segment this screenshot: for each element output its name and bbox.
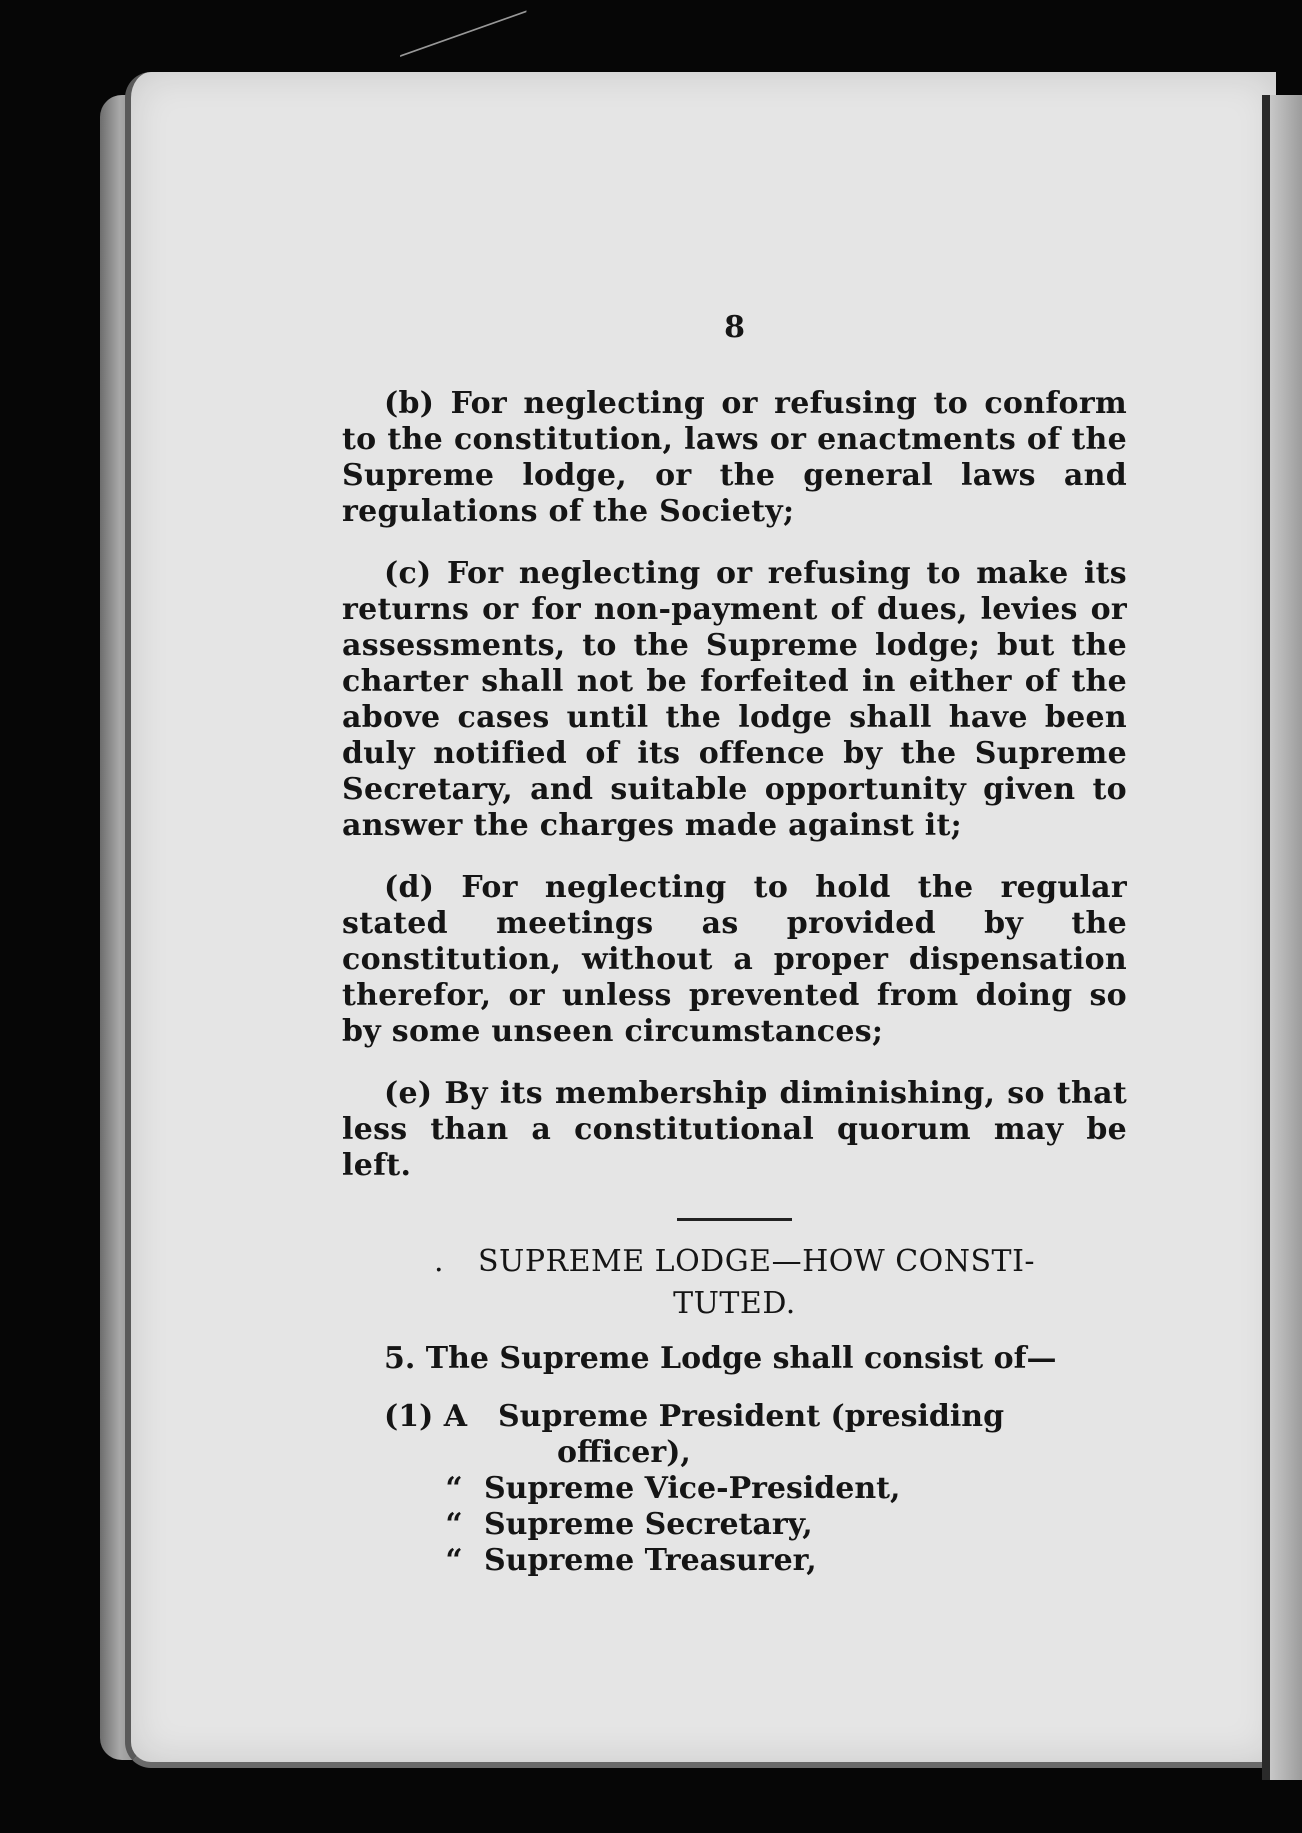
- ditto-mark: “: [445, 1471, 463, 1506]
- officer-item-president: [342, 1399, 1127, 1435]
- page-content: [342, 310, 1127, 1579]
- section-heading-line2: TUTED.: [673, 1286, 796, 1321]
- section-heading-line1: . SUPREME LODGE—HOW CONSTI-: [433, 1244, 1036, 1279]
- officer-title: Supreme President (presiding: [498, 1399, 1005, 1434]
- officer-title: Supreme Secretary,: [484, 1507, 813, 1542]
- officer-title: Supreme Vice-President,: [484, 1471, 901, 1506]
- page-edge: [1262, 95, 1270, 1780]
- officer-item-treasurer: [342, 1543, 1127, 1579]
- ditto-mark: “: [445, 1507, 463, 1542]
- clause-c: (c) For neglecting or refusing to make its returns or for non-payment of dues, levies or assessments, to the Supreme lodge; but the charter shall not be forfeited in either of the above cases until the lodge shall have been duly notified of its offence by the Supreme Secretary, and suitable opportunity given to answer the charges made against it;: [342, 556, 1127, 843]
- section-heading: [342, 1241, 1127, 1325]
- page-number: 8: [724, 310, 745, 345]
- officer-item-secretary: [342, 1507, 1127, 1543]
- film-scratch: [400, 0, 533, 57]
- ditto-mark: “: [445, 1543, 463, 1578]
- officer-number: (1) A: [384, 1399, 467, 1434]
- section-intro: 5. The Supreme Lodge shall consist of—: [384, 1341, 1057, 1376]
- section-divider: [677, 1218, 792, 1221]
- facing-page-strip: [1270, 95, 1302, 1780]
- officer-item-vice-president: [342, 1471, 1127, 1507]
- clause-b: (b) For neglecting or refusing to conform to the constitution, laws or enactments of the Supreme lodge, or the general laws and regulations of the Society;: [342, 386, 1127, 529]
- officer-continuation: officer),: [557, 1435, 691, 1470]
- clause-e: (e) By its membership diminishing, so that less than a constitutional quorum may be left.: [342, 1076, 1127, 1183]
- officer-title: Supreme Treasurer,: [484, 1543, 817, 1578]
- officer-list: [342, 1399, 1127, 1579]
- clause-d: (d) For neglecting to hold the regular stated meetings as provided by the constitution, without a proper dispensation therefor, or unless prevented from doing so by some unseen circumstances;: [342, 870, 1127, 1049]
